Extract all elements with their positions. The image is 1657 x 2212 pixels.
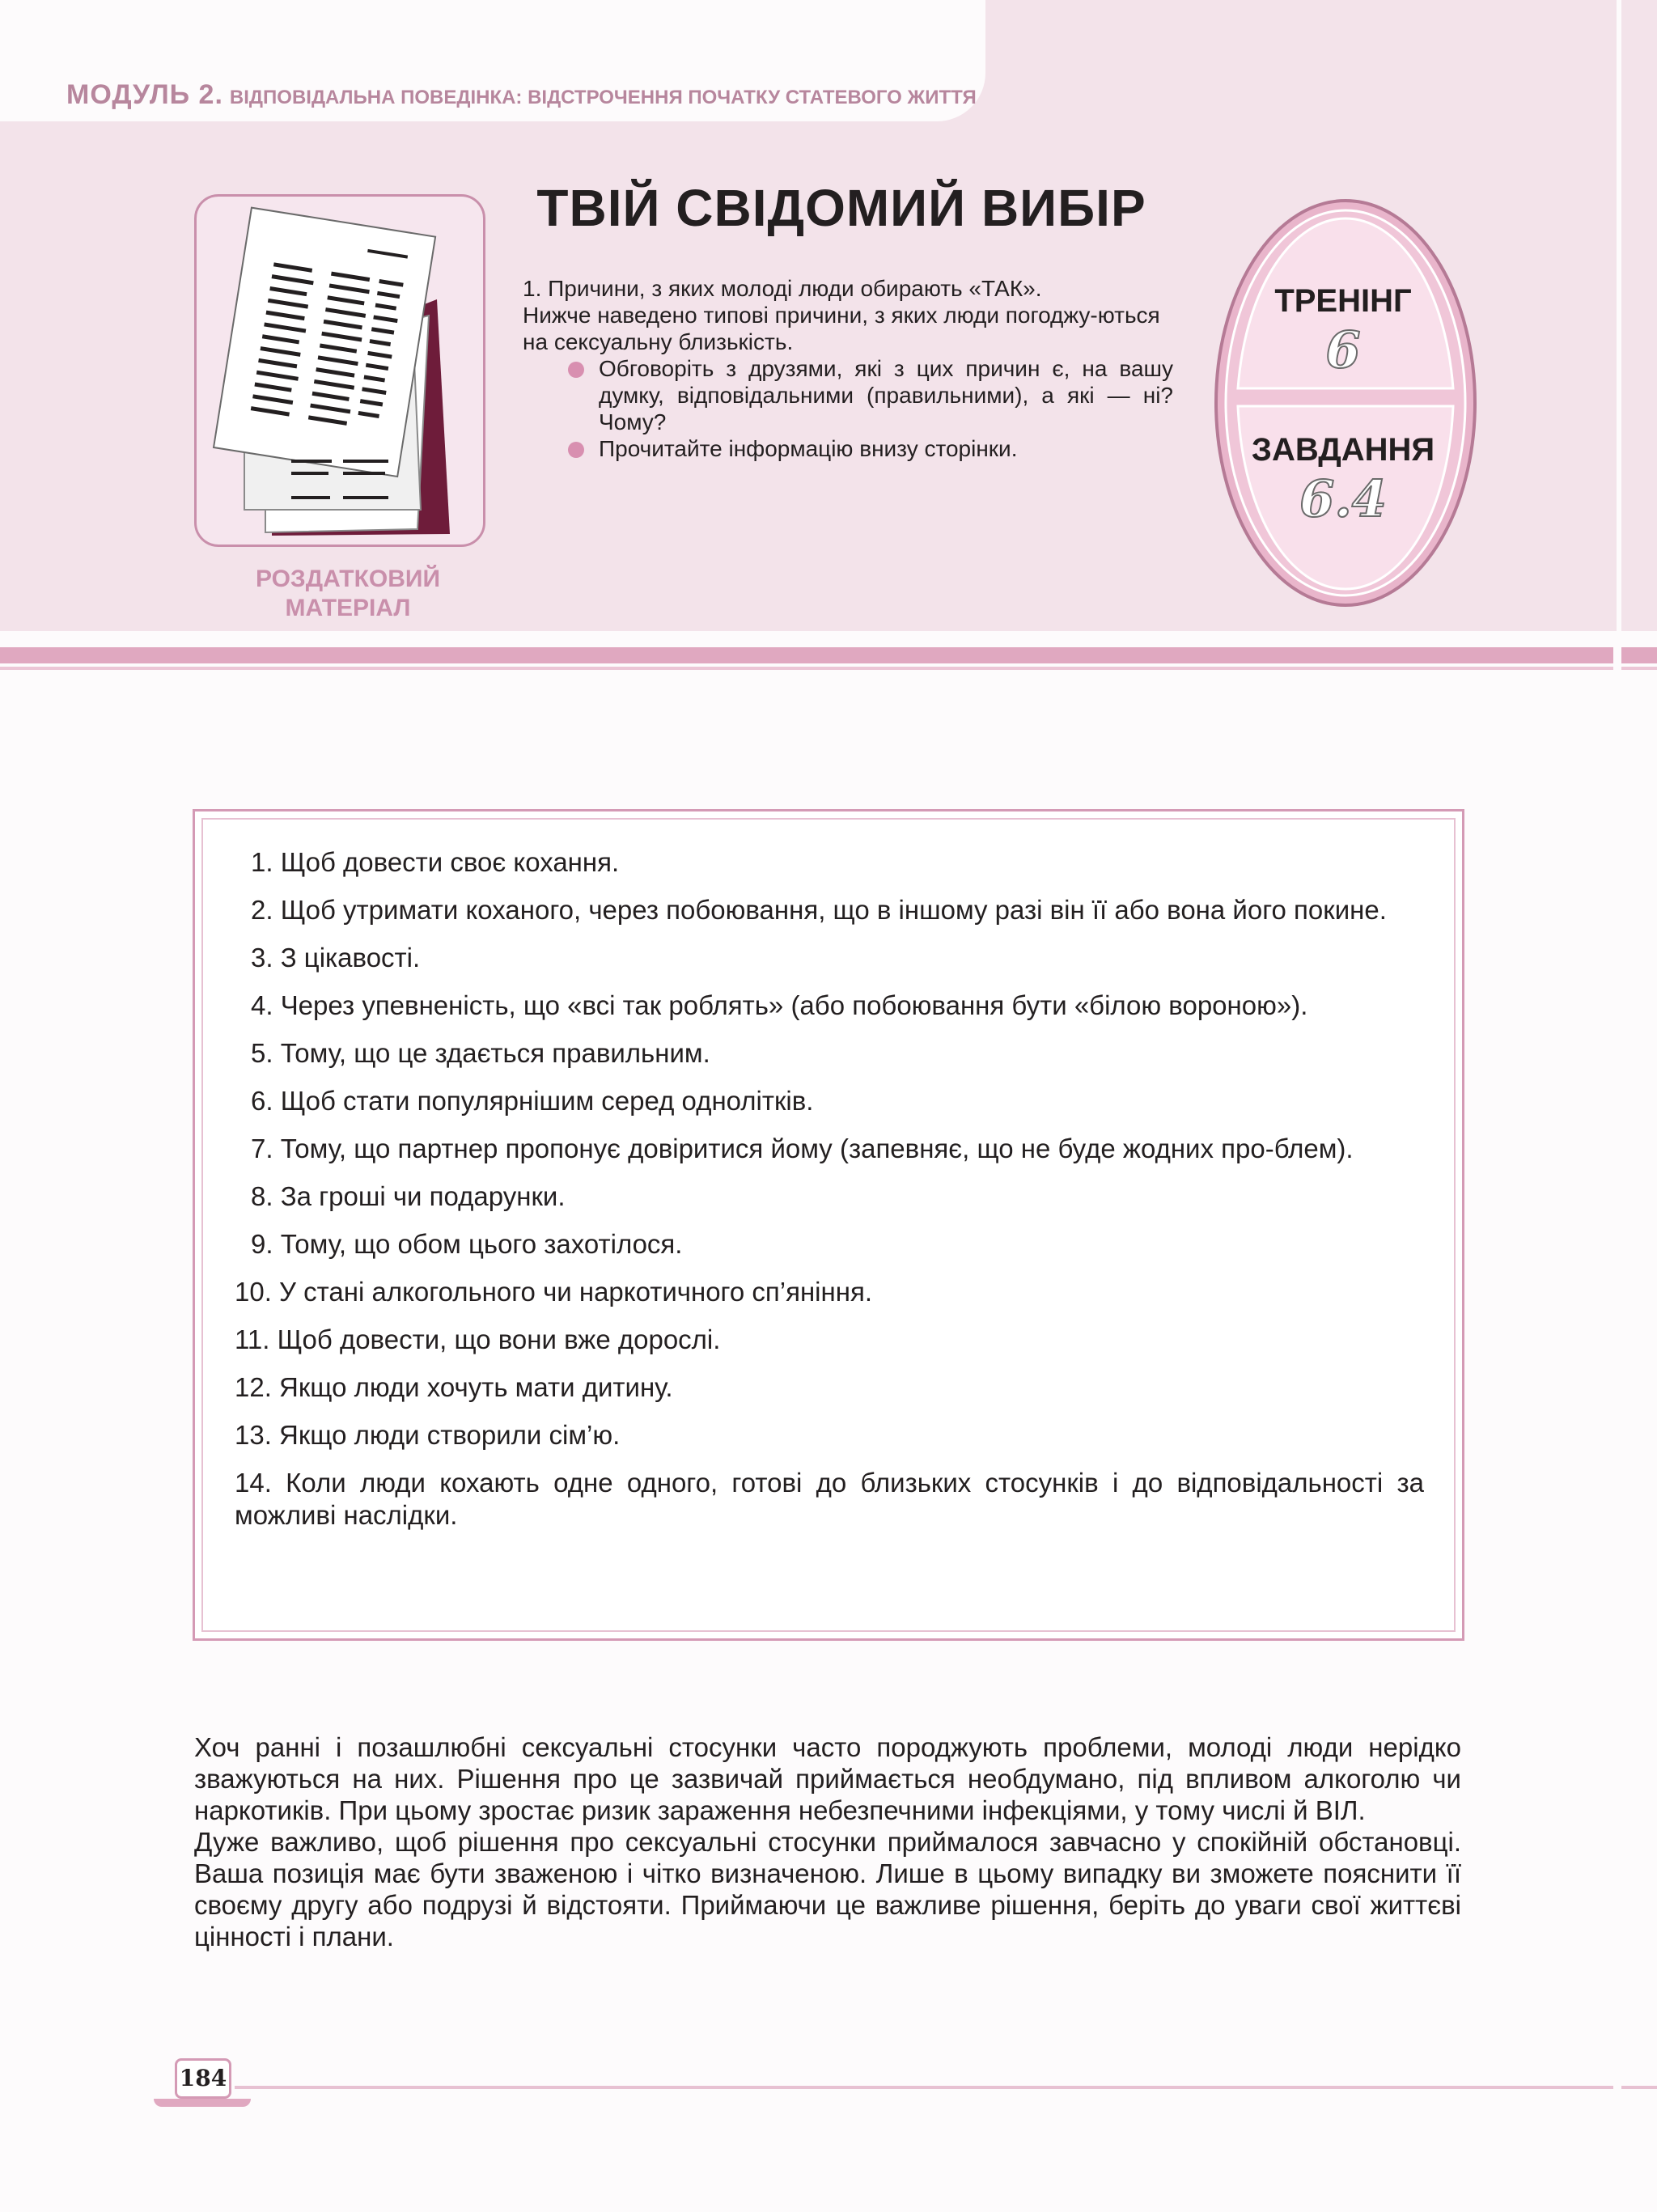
- info-paragraph-2: Дуже важливо, щоб рішення про сексуальні стосунки приймалося завчасно у спокійній обстановці. Ваша позиція має бути зваженою і чітко визначеною. Лише в цьому випадку ви зможете пояснити її своєму другу або подрузі й відстояти. Приймаючи це важливе рішення, беріть до уваги свої життєві цінності і плани.: [194, 1827, 1461, 1951]
- list-item: 6. Щоб стати популярнішим серед однолітків.: [251, 1086, 814, 1116]
- footer-line-right: [1621, 2086, 1657, 2089]
- info-text: [194, 1731, 1461, 1952]
- instruction-bullet: Прочитайте інформацію внизу сторінки.: [523, 435, 1173, 462]
- instruction-bullet: Обговоріть з друзями, які з цих причин є, на вашу думку, відповідальними (правильними), а які — ні? Чому?: [523, 355, 1173, 435]
- intro-line-2: Нижче наведено типові причини, з яких люди погоджу-ються на сексуальну близькість.: [523, 303, 1160, 354]
- footer-base: [154, 2099, 251, 2107]
- instruction-bullets: [523, 355, 1173, 462]
- training-label: ТРЕНІНГ: [1274, 283, 1412, 319]
- list-item: 14. Коли люди кохають одне одного, готові до близьких стосунків і до відповідальності за можливі наслідки.: [235, 1468, 1424, 1530]
- bullet-dot-icon: [568, 442, 584, 458]
- training-number: 6: [1325, 320, 1361, 379]
- handout-label-line1: РОЗДАТКОВИЙ: [255, 566, 441, 592]
- page-title: ТВІЙ СВІДОМИЙ ВИБІР: [536, 179, 1146, 237]
- documents-stack-icon: [194, 194, 485, 547]
- handout-label: [194, 565, 502, 623]
- list-item: 5. Тому, що це здається правильним.: [251, 1038, 710, 1068]
- list-item: 4. Через упевненість, що «всі так роблять» (або побоювання бути «білою вороною»).: [251, 990, 1308, 1020]
- reasons-list: [235, 846, 1424, 1547]
- list-item: 11. Щоб довести, що вони вже дорослі.: [235, 1324, 721, 1354]
- task-label: ЗАВДАННЯ: [1251, 432, 1435, 468]
- divider-thin-stripe: [0, 667, 1613, 670]
- list-item: 7. Тому, що партнер пропонує довіритися йому (запевняє, що не буде жодних про-блем).: [251, 1134, 1354, 1163]
- task-instructions: [523, 275, 1173, 462]
- list-item: 3. З цікавості.: [251, 943, 421, 973]
- list-item: 9. Тому, що обом цього захотілося.: [251, 1229, 683, 1259]
- list-item: 1. Щоб довести своє кохання.: [251, 847, 620, 877]
- header-right-column: [1621, 0, 1657, 631]
- task-number: 6.4: [1299, 469, 1387, 528]
- bullet-dot-icon: [568, 362, 584, 378]
- list-item: 12. Якщо люди хочуть мати дитину.: [235, 1372, 673, 1402]
- page-number: 184: [175, 2058, 231, 2099]
- list-item: 2. Щоб утримати коханого, через побоювання, що в іншому разі він її або вона його покине.: [251, 895, 1387, 925]
- handout-label-line2: МАТЕРІАЛ: [285, 595, 411, 621]
- intro-line-1: 1. Причини, з яких молоді люди обирають «ТАК».: [523, 276, 1042, 301]
- info-paragraph-1: Хоч ранні і позашлюбні сексуальні стосунки часто породжують проблеми, молоді люди нерідко зважуються на них. Рішення про це зазвичай приймається необдумано, під впливом алкоголю чи наркотиків. При цьому зростає ризик зараження небезпечними інфекціями, у тому числі й ВІЛ.: [194, 1732, 1461, 1825]
- module-subtitle: ВІДПОВІДАЛЬНА ПОВЕДІНКА: ВІДСТРОЧЕННЯ ПОЧАТКУ СТАТЕВОГО ЖИТТЯ: [229, 87, 977, 108]
- module-heading: [66, 79, 977, 111]
- divider-stripe: [0, 647, 1613, 663]
- training-badge: [1214, 194, 1481, 615]
- module-label: МОДУЛЬ 2.: [66, 79, 223, 110]
- list-item: 10. У стані алкогольного чи наркотичного сп’яніння.: [235, 1277, 872, 1307]
- divider-stripe-right: [1621, 647, 1657, 663]
- list-item: 13. Якщо люди створили сім’ю.: [235, 1420, 621, 1450]
- footer-line: [235, 2086, 1613, 2089]
- divider-thin-stripe-right: [1621, 667, 1657, 670]
- list-item: 8. За гроші чи подарунки.: [251, 1181, 566, 1211]
